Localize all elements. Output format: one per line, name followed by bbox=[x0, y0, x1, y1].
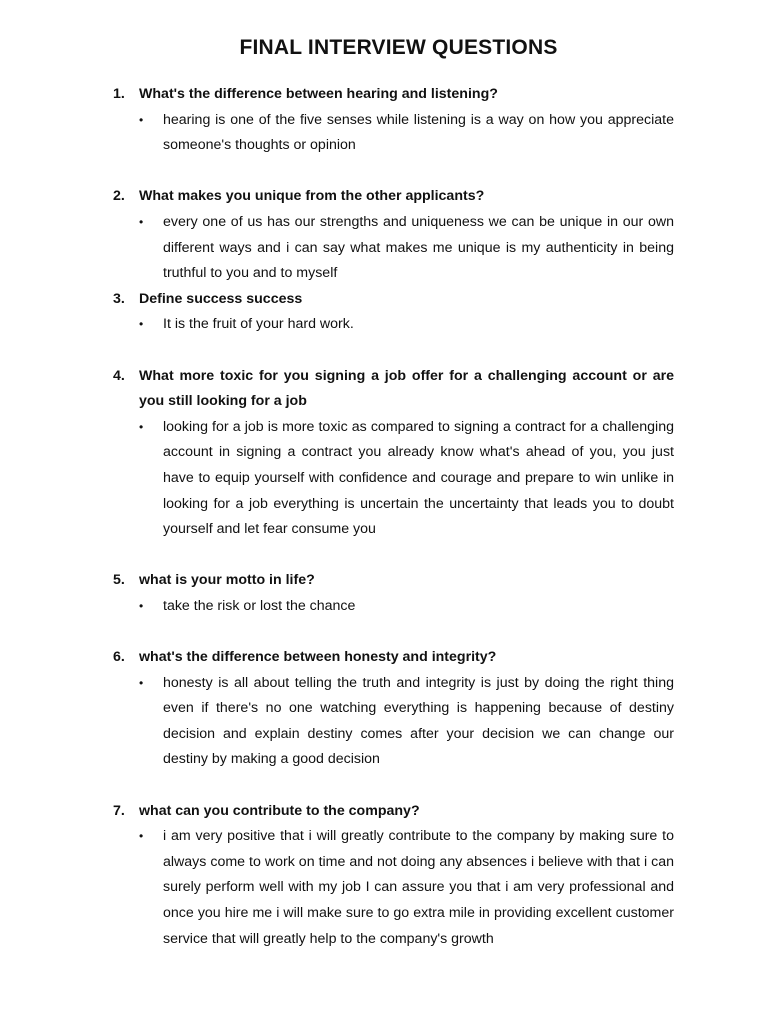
spacer bbox=[113, 773, 674, 799]
answer-text: It is the fruit of your hard work. bbox=[163, 316, 354, 333]
answer-text: hearing is one of the five senses while listening is a way on how you appreciate someone's thoughts or opinion bbox=[163, 111, 674, 154]
question-text: what can you contribute to the company? bbox=[139, 802, 420, 819]
question-line bbox=[113, 364, 674, 415]
question-number: 4. bbox=[113, 367, 125, 384]
answer-list bbox=[113, 415, 674, 543]
answer-list bbox=[113, 594, 674, 620]
bullet-icon: • bbox=[139, 112, 144, 127]
answer-text: honesty is all about telling the truth and integrity is just by doing the right thing even if there's no one watching everything is happening because of destiny decision and explain destiny comes after your decision we can change our destiny by making a good decision bbox=[163, 674, 674, 768]
spacer bbox=[113, 619, 674, 645]
question-item bbox=[113, 799, 674, 953]
question-text: What makes you unique from the other applicants? bbox=[139, 188, 485, 205]
bullet-icon: • bbox=[139, 675, 144, 690]
bullet-icon: • bbox=[139, 598, 144, 613]
question-text: Define success success bbox=[139, 290, 303, 307]
bullet-icon: • bbox=[139, 829, 144, 844]
answer-list bbox=[113, 671, 674, 773]
spacer bbox=[113, 338, 674, 364]
question-line bbox=[113, 645, 674, 671]
answer-list bbox=[113, 108, 674, 159]
question-line bbox=[113, 184, 674, 210]
answer-item bbox=[139, 108, 674, 159]
question-text: what's the difference between honesty and integrity? bbox=[139, 649, 497, 666]
question-number: 1. bbox=[113, 86, 125, 102]
question-number: 2. bbox=[113, 188, 125, 205]
question-item bbox=[113, 364, 674, 569]
question-item bbox=[113, 287, 674, 364]
question-item bbox=[113, 184, 674, 286]
question-item bbox=[113, 568, 674, 645]
answer-text: i am very positive that i will greatly contribute to the company by making sure to always come to work on time and not doing any absences i believe with that i can surely perform well with my job I can assure you that i am very professional and once you hire me i will make sure to go extra mile in providing excellent customer service that will greatly help to the company's growth bbox=[163, 828, 674, 947]
question-text: What more toxic for you signing a job offer for a challenging account or are you still looking for a job bbox=[139, 367, 674, 410]
answer-list bbox=[113, 824, 674, 952]
answer-item bbox=[139, 415, 674, 543]
question-list bbox=[113, 82, 674, 952]
question-line bbox=[113, 82, 674, 108]
answer-text: take the risk or lost the chance bbox=[163, 597, 356, 614]
question-number: 3. bbox=[113, 290, 125, 307]
answer-text: every one of us has our strengths and uniqueness we can be unique in our own different ways and i can say what makes me unique is my authenticity in being truthful to you and to myself bbox=[163, 213, 674, 282]
answer-item bbox=[139, 210, 674, 287]
question-line bbox=[113, 287, 674, 313]
question-line bbox=[113, 799, 674, 825]
bullet-icon: • bbox=[139, 419, 144, 434]
page-title: FINAL INTERVIEW QUESTIONS bbox=[239, 36, 558, 59]
bullet-icon: • bbox=[139, 317, 144, 332]
question-number: 6. bbox=[113, 649, 125, 666]
spacer bbox=[113, 543, 674, 569]
question-item bbox=[113, 645, 674, 799]
question-number: 5. bbox=[113, 572, 125, 589]
question-text: what is your motto in life? bbox=[139, 572, 315, 589]
bullet-icon: • bbox=[139, 214, 144, 229]
answer-list bbox=[113, 312, 674, 338]
answer-item bbox=[139, 594, 674, 620]
question-line bbox=[113, 568, 674, 594]
question-number: 7. bbox=[113, 802, 125, 819]
answer-item bbox=[139, 671, 674, 773]
spacer bbox=[113, 159, 674, 185]
answer-item bbox=[139, 312, 674, 338]
question-item bbox=[113, 82, 674, 184]
answer-list bbox=[113, 210, 674, 287]
answer-text: looking for a job is more toxic as compared to signing a contract for a challenging account in signing a contract you already know what's ahead of you, you just have to equip yourself with confidence and courage and prepare to win unlike in looking for a job everything is uncertain the uncertainty that leads you to doubt yourself and let fear consume you bbox=[163, 418, 674, 538]
answer-item bbox=[139, 824, 674, 952]
question-text: What's the difference between hearing and listening? bbox=[139, 86, 498, 102]
